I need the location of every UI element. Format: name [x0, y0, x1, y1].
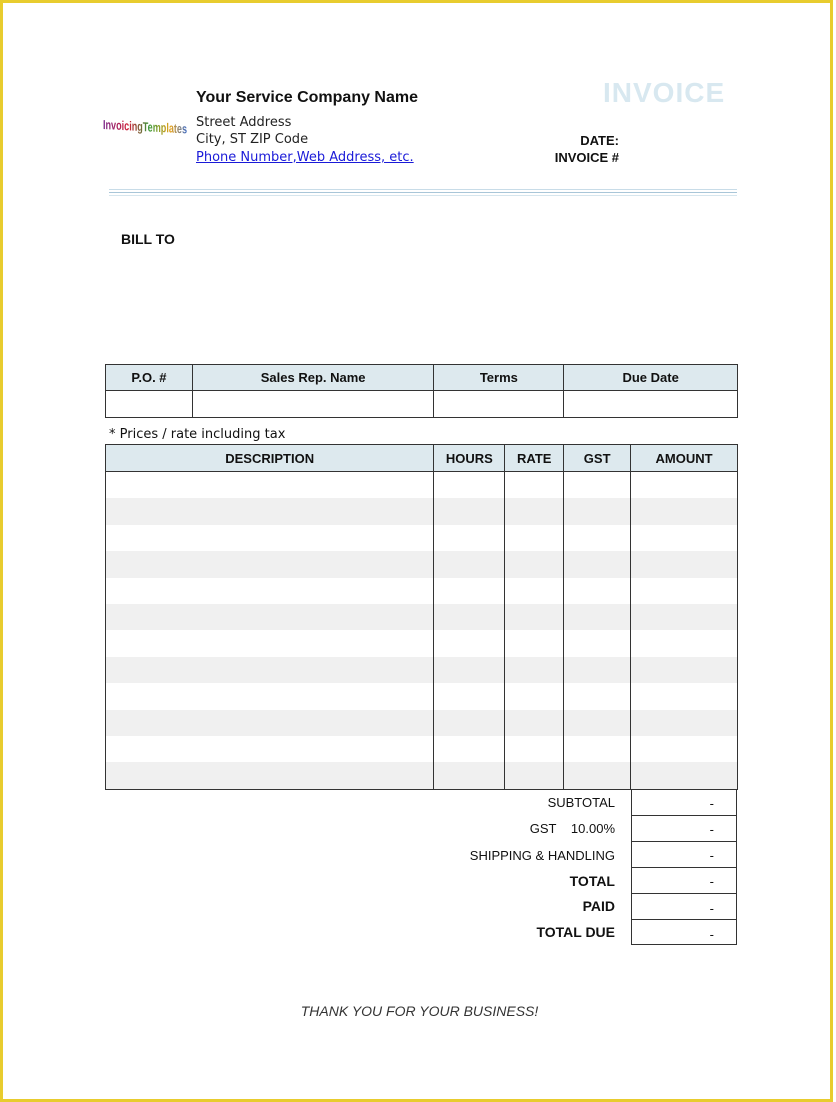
amount-header: AMOUNT: [631, 445, 738, 472]
hours-cell[interactable]: [434, 472, 505, 499]
line-item-row: [106, 525, 738, 551]
tax-note: * Prices / rate including tax: [109, 427, 286, 442]
hours-cell[interactable]: [434, 683, 505, 709]
paid-value[interactable]: -: [631, 893, 737, 920]
hours-cell[interactable]: [434, 525, 505, 551]
po-header: P.O. #: [106, 365, 193, 391]
amount-cell[interactable]: [631, 710, 738, 736]
subtotal-label: SUBTOTAL: [547, 795, 615, 810]
gst-cell[interactable]: [564, 498, 631, 524]
hours-cell[interactable]: [434, 736, 505, 762]
description-cell[interactable]: [106, 630, 434, 656]
paid-label: PAID: [582, 898, 615, 914]
company-name: Your Service Company Name: [196, 89, 419, 106]
description-cell[interactable]: [106, 604, 434, 630]
street-address: Street Address: [196, 115, 292, 130]
rate-cell[interactable]: [505, 762, 564, 789]
amount-cell[interactable]: [631, 762, 738, 789]
total-due-value[interactable]: -: [631, 919, 737, 945]
line-item-row: [106, 762, 738, 789]
total-due-label: TOTAL DUE: [536, 924, 615, 940]
description-cell[interactable]: [106, 710, 434, 736]
line-item-row: [106, 630, 738, 656]
line-item-row: [106, 498, 738, 524]
line-item-row: [106, 551, 738, 577]
rate-cell[interactable]: [505, 630, 564, 656]
hours-cell[interactable]: [434, 498, 505, 524]
line-items-body: [106, 472, 738, 790]
hours-cell[interactable]: [434, 578, 505, 604]
rate-cell[interactable]: [505, 604, 564, 630]
date-label: DATE:: [580, 133, 619, 148]
hours-header: HOURS: [434, 445, 505, 472]
gst-cell[interactable]: [564, 736, 631, 762]
amount-cell[interactable]: [631, 578, 738, 604]
description-header: DESCRIPTION: [106, 445, 434, 472]
amount-cell[interactable]: [631, 736, 738, 762]
rate-header: RATE: [505, 445, 564, 472]
rate-cell[interactable]: [505, 472, 564, 499]
description-cell[interactable]: [106, 472, 434, 499]
hours-cell[interactable]: [434, 604, 505, 630]
contact-link[interactable]: Phone Number,Web Address, etc.: [196, 150, 414, 165]
line-item-row: [106, 578, 738, 604]
rate-cell[interactable]: [505, 683, 564, 709]
invoice-number-label: INVOICE #: [554, 150, 619, 165]
rate-cell[interactable]: [505, 578, 564, 604]
company-logo: [103, 107, 224, 143]
description-cell[interactable]: [106, 578, 434, 604]
terms-header: Terms: [434, 365, 564, 391]
gst-cell[interactable]: [564, 762, 631, 789]
header-divider: [109, 192, 737, 193]
gst-rate: 10.00%: [570, 821, 615, 836]
rate-cell[interactable]: [505, 710, 564, 736]
rate-cell[interactable]: [505, 498, 564, 524]
total-value[interactable]: -: [631, 867, 737, 894]
gst-cell[interactable]: [564, 525, 631, 551]
invoice-title: INVOICE: [603, 77, 726, 108]
amount-cell[interactable]: [631, 683, 738, 709]
line-item-row: [106, 657, 738, 683]
description-cell[interactable]: [106, 551, 434, 577]
gst-cell[interactable]: [564, 683, 631, 709]
gst-cell[interactable]: [564, 710, 631, 736]
shipping-value[interactable]: -: [631, 841, 737, 868]
gst-header: GST: [564, 445, 631, 472]
amount-cell[interactable]: [631, 604, 738, 630]
line-item-row: [106, 736, 738, 762]
description-cell[interactable]: [106, 525, 434, 551]
gst-label: [530, 821, 615, 836]
hours-cell[interactable]: [434, 710, 505, 736]
line-item-row: [106, 604, 738, 630]
rate-cell[interactable]: [505, 525, 564, 551]
rate-cell[interactable]: [505, 657, 564, 683]
amount-cell[interactable]: [631, 525, 738, 551]
description-cell[interactable]: [106, 762, 434, 789]
rate-cell[interactable]: [505, 551, 564, 577]
gst-cell[interactable]: [564, 657, 631, 683]
gst-cell[interactable]: [564, 551, 631, 577]
gst-cell[interactable]: [564, 604, 631, 630]
gst-value[interactable]: -: [631, 815, 737, 842]
amount-cell[interactable]: [631, 630, 738, 656]
description-cell[interactable]: [106, 736, 434, 762]
gst-cell[interactable]: [564, 472, 631, 499]
thank-you-message: THANK YOU FOR YOUR BUSINESS!: [300, 1003, 539, 1019]
gst-cell[interactable]: [564, 630, 631, 656]
total-label: TOTAL: [569, 873, 615, 889]
order-info-table: [105, 364, 738, 418]
line-item-row: [106, 710, 738, 736]
sales-rep-cell[interactable]: [192, 391, 434, 418]
hours-cell[interactable]: [434, 551, 505, 577]
hours-cell[interactable]: [434, 762, 505, 789]
city-state-zip: City, ST ZIP Code: [196, 132, 309, 147]
sales-rep-header: Sales Rep. Name: [192, 365, 434, 391]
due-date-header: Due Date: [564, 365, 738, 391]
line-items-table: [105, 444, 738, 790]
hours-cell[interactable]: [434, 657, 505, 683]
line-item-row: [106, 683, 738, 709]
amount-cell[interactable]: [631, 551, 738, 577]
line-item-row: [106, 472, 738, 499]
header-divider: [109, 195, 737, 196]
amount-cell[interactable]: [631, 498, 738, 524]
shipping-label: SHIPPING & HANDLING: [469, 848, 615, 863]
logo-text: InvoicingTemplates: [103, 117, 224, 139]
amount-cell[interactable]: [631, 657, 738, 683]
subtotal-value[interactable]: -: [631, 789, 737, 816]
terms-cell[interactable]: [434, 391, 564, 418]
rate-cell[interactable]: [505, 736, 564, 762]
hours-cell[interactable]: [434, 630, 505, 656]
description-cell[interactable]: [106, 498, 434, 524]
due-date-cell[interactable]: [564, 391, 738, 418]
amount-cell[interactable]: [631, 472, 738, 499]
po-cell[interactable]: [106, 391, 193, 418]
gst-label-text: GST: [529, 821, 557, 836]
description-cell[interactable]: [106, 657, 434, 683]
gst-cell[interactable]: [564, 578, 631, 604]
bill-to-label: BILL TO: [121, 231, 175, 247]
description-cell[interactable]: [106, 683, 434, 709]
header-divider: [109, 189, 737, 190]
